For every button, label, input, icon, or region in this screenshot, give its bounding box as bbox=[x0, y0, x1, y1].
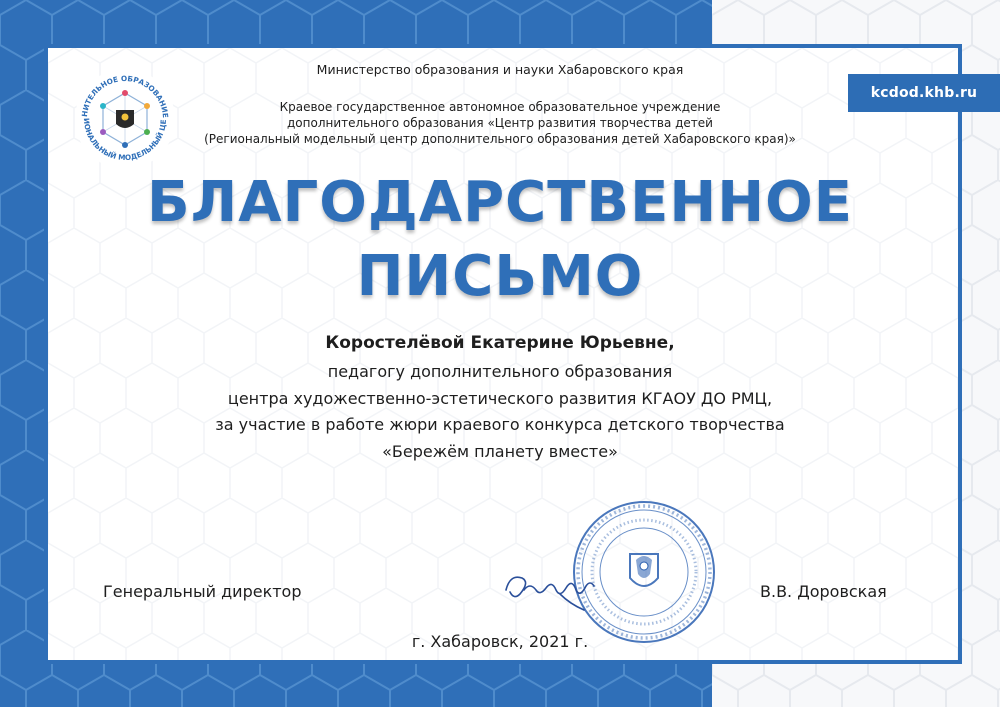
handwritten-signature bbox=[500, 560, 600, 612]
signatory-position: Генеральный директор bbox=[103, 582, 302, 601]
body-line-2: центра художественно-эстетического развития КГАОУ ДО РМЦ, bbox=[227, 389, 773, 408]
body-line-1: педагогу дополнительного образования bbox=[327, 362, 673, 381]
logo-bottom-text: ИОНАЛЬНЫЙ МОДЕЛЬНЫЙ ЦЕ bbox=[81, 117, 169, 163]
signature-scribble-icon bbox=[500, 560, 600, 612]
city-and-year: г. Хабаровск, 2021 г. bbox=[411, 632, 589, 651]
website-badge[interactable]: kcdod.khb.ru bbox=[848, 74, 1000, 112]
body-line-3: за участие в работе жюри краевого конкурса детского творчества bbox=[215, 415, 785, 434]
ministry-name: Министерство образования и науки Хабаровского края bbox=[316, 62, 684, 77]
document-title-line-1: БЛАГОДАРСТВЕННОЕ bbox=[147, 170, 853, 235]
organization-line-1: Краевое государственное автономное образовательное учреждение bbox=[279, 100, 721, 114]
logo-top-text: НИТЕЛЬНОЕ ОБРАЗОВАНИЕ bbox=[79, 73, 171, 119]
document-title-line-2: ПИСЬМО bbox=[356, 244, 644, 309]
signatory-name: В.В. Доровская bbox=[760, 582, 887, 601]
recipient-name: Коростелёвой Екатерине Юрьевне, bbox=[325, 333, 675, 353]
organization-line-3: (Региональный модельный центр дополнительного образования детей Хабаровского края)» bbox=[204, 132, 796, 146]
body-line-4: «Бережём планету вместе» bbox=[382, 442, 618, 461]
organization-line-2: дополнительного образования «Центр развития творчества детей bbox=[287, 116, 713, 130]
